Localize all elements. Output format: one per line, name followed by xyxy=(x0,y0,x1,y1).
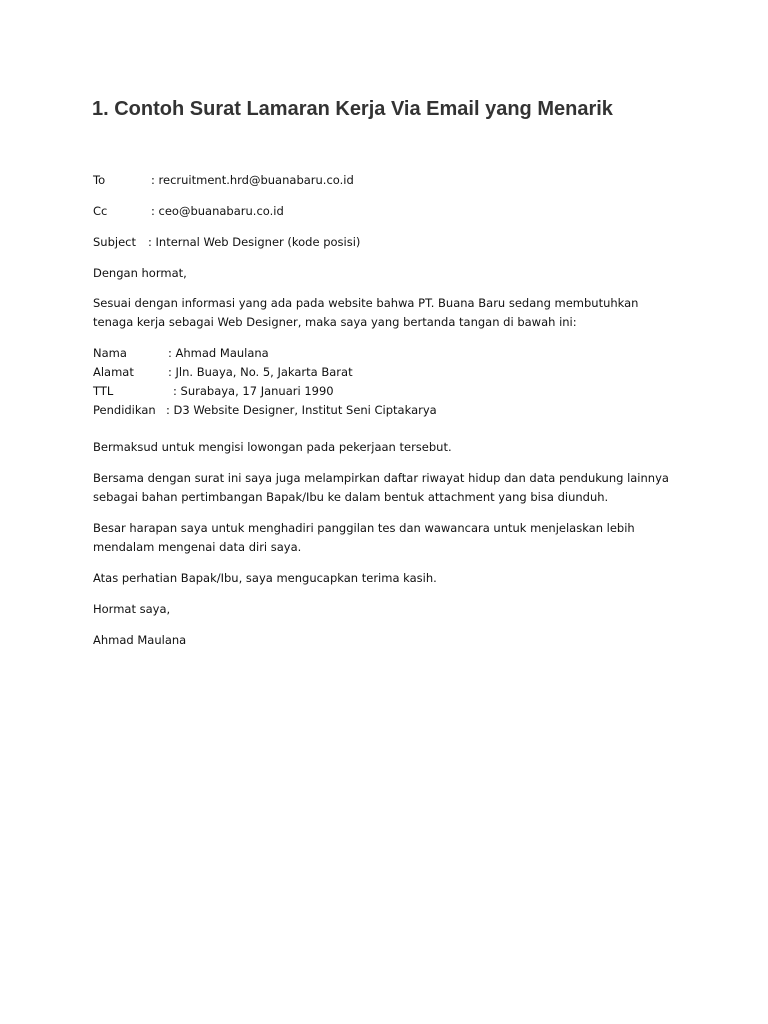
alamat-value: : Jln. Buaya, No. 5, Jakarta Barat xyxy=(168,365,353,379)
hope-line: Besar harapan saya untuk menghadiri panggilan tes dan wawancara untuk menjelaskan lebih xyxy=(93,521,635,535)
attachment-line: sebagai bahan pertimbangan Bapak/Ibu ke dalam bentuk attachment yang bisa diunduh. xyxy=(93,490,609,504)
intro-line: Sesuai dengan informasi yang ada pada website bahwa PT. Buana Baru sedang membutuhkan xyxy=(93,296,639,310)
signature-name: Ahmad Maulana xyxy=(93,633,187,647)
intro-paragraph xyxy=(93,294,638,332)
cc-value: : ceo@buanabaru.co.id xyxy=(151,204,284,218)
greeting: Dengan hormat, xyxy=(93,266,187,280)
nama-label: Nama xyxy=(93,346,127,360)
ttl-label: TTL xyxy=(93,384,114,398)
attachment-paragraph xyxy=(93,469,669,507)
to-label: To xyxy=(93,173,106,187)
pendidikan-label: Pendidikan xyxy=(93,403,156,417)
hope-paragraph xyxy=(93,519,635,557)
to-value: : recruitment.hrd@buanabaru.co.id xyxy=(151,173,354,187)
subject-label: Subject xyxy=(93,235,136,249)
ttl-value: : Surabaya, 17 Januari 1990 xyxy=(173,384,334,398)
document-title: 1. Contoh Surat Lamaran Kerja Via Email yang Menarik xyxy=(92,98,613,120)
intro-line: tenaga kerja sebagai Web Designer, maka saya yang bertanda tangan di bawah ini: xyxy=(93,315,577,329)
pendidikan-value: : D3 Website Designer, Institut Seni Ciptakarya xyxy=(166,403,437,417)
thanks-paragraph: Atas perhatian Bapak/Ibu, saya mengucapkan terima kasih. xyxy=(93,571,437,585)
nama-value: : Ahmad Maulana xyxy=(168,346,269,360)
purpose-paragraph: Bermaksud untuk mengisi lowongan pada pekerjaan tersebut. xyxy=(93,440,452,454)
cc-label: Cc xyxy=(93,204,108,218)
alamat-label: Alamat xyxy=(93,365,134,379)
hope-line: mendalam mengenai data diri saya. xyxy=(93,540,302,554)
closing: Hormat saya, xyxy=(93,602,171,616)
attachment-line: Bersama dengan surat ini saya juga melampirkan daftar riwayat hidup dan data pendukung lainnya xyxy=(93,471,669,485)
subject-value: : Internal Web Designer (kode posisi) xyxy=(148,235,361,249)
